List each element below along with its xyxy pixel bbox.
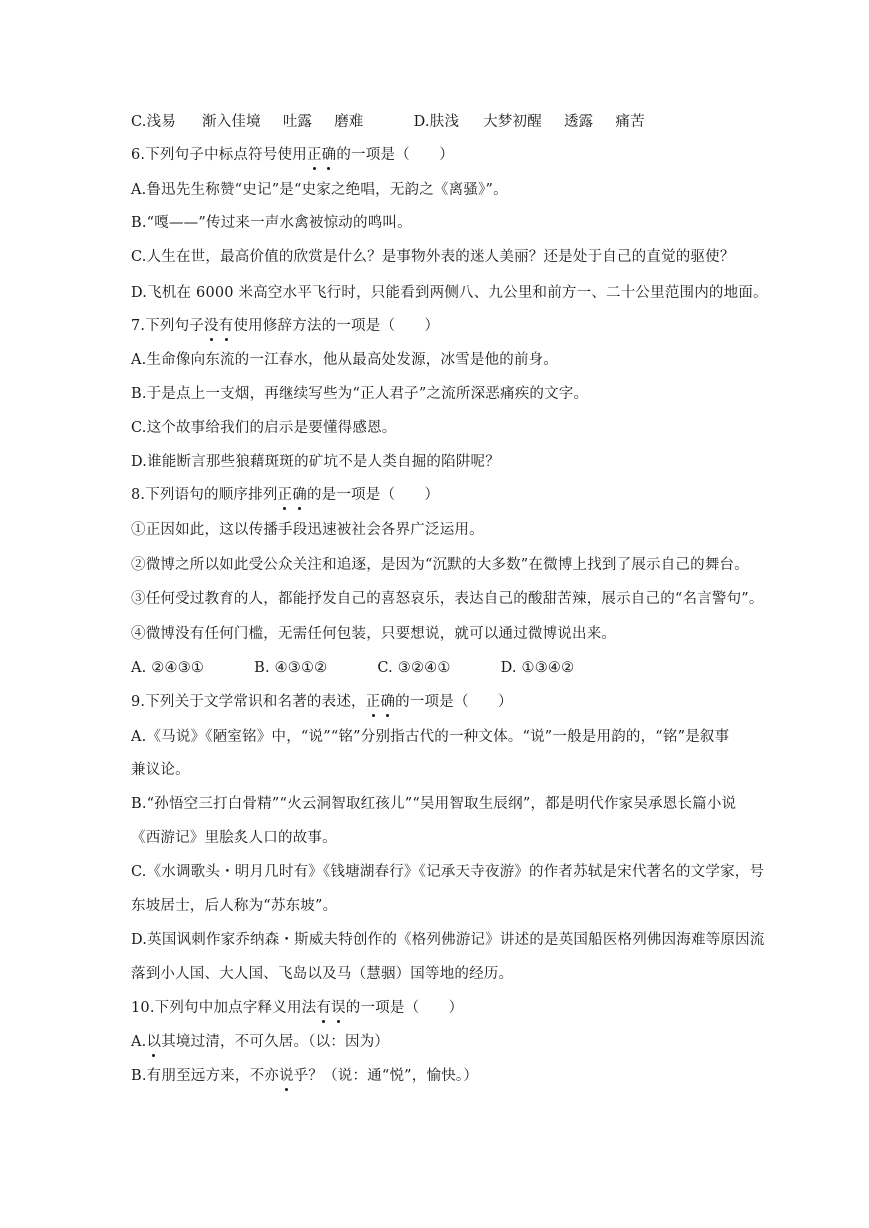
text-line-q9-a2 (131, 760, 190, 780)
text-segment: 使用修辞方法的一项是（ ） (233, 318, 440, 334)
text-segment: 大梦初醒 (483, 114, 542, 130)
text-segment: A. ②④③① (131, 660, 205, 676)
text-segment: 《西游记》里脍炙人口的故事。 (131, 830, 337, 846)
text-segment: A. (131, 1034, 147, 1050)
emphasis-dotted-char: 确 (380, 694, 396, 710)
text-line-q9-b2 (131, 828, 337, 848)
text-line-q7-b (131, 384, 588, 404)
text-segment: D.谁能断言那些狼藉斑斑的矿坑不是人类自掘的陷阱呢？ (131, 454, 500, 470)
text-segment: ③任何受过教育的人，都能抒发自己的喜怒哀乐，表达自己的酸甜苦辣，展示自己的“名言警句”。 (131, 591, 764, 607)
text-segment: B.“嘎——”传过来一声水禽被惊动的鸣叫。 (131, 215, 412, 231)
text-segment: 乎？（说：通“悦”，愉快。） (293, 1068, 479, 1084)
text-segment: A.《马说》《陋室铭》中，“说”“铭”分别指古代的一种文体。“说”一般是用韵的，“铭”是叙事 (131, 729, 730, 745)
text-line-q8-stem (131, 485, 439, 505)
text-line-q9-d1 (131, 930, 765, 950)
emphasis-dotted-char: 正 (277, 487, 293, 503)
text-line-q9-d2 (131, 964, 513, 984)
text-segment: B.“孙悟空三打白骨精”“火云洞智取红孩儿”“吴用智取生辰纲”，都是明代作家吴承恩长篇小说 (131, 796, 737, 812)
text-segment: C.这个故事给我们的启示是要懂得感恩。 (131, 420, 397, 436)
emphasis-dotted-char: 确 (292, 487, 307, 503)
text-segment: A.鲁迅先生称赞“史记”是“史家之绝唱，无韵之《离骚》”。 (131, 182, 508, 198)
text-segment: 磨难 (334, 114, 364, 130)
text-line-q7-a (131, 350, 558, 370)
text-segment: ①正因如此，这以传播手段迅速被社会各界广泛运用。 (131, 522, 484, 538)
text-segment: B.于是点上一支烟，再继续写些为“正人君子”之流所深恶痛疾的文字。 (131, 386, 589, 402)
text-line-q6-stem (131, 145, 454, 165)
text-line-q9-b1 (131, 794, 736, 814)
emphasis-dotted-char: 以 (146, 1034, 162, 1050)
text-segment: ④微博没有任何门槛，无需任何包装，只要想说，就可以通过微博说出来。 (131, 626, 617, 642)
text-segment: 吐露 (282, 114, 313, 130)
text-line-q7-stem (131, 316, 439, 336)
text-segment: 东坡居士，后人称为“苏东坡”。 (131, 898, 338, 914)
text-segment: C. ③②④① (377, 660, 451, 676)
text-segment: D.英国讽刺作家乔纳森・斯威夫特创作的《格列佛游记》讲述的是英国船医格列佛因海难等原因流 (131, 932, 765, 948)
text-segment: C.浅易 (131, 114, 176, 130)
text-segment: 的一项是（ ） (345, 1000, 464, 1016)
text-line-q8-2 (131, 555, 749, 575)
text-segment: 10.下列句中加点字释义用法 (131, 1000, 317, 1016)
emphasis-dotted-char: 没 (204, 318, 219, 334)
text-segment: B. ④③①② (254, 660, 328, 676)
text-segment: 兼议论。 (131, 762, 190, 778)
text-line-q8-4 (131, 624, 616, 644)
text-line-q6-c (131, 247, 735, 267)
text-line-q9-c2 (131, 896, 337, 916)
text-segment: 渐入佳境 (202, 114, 261, 130)
text-segment: D.飞机在 6000 米高空水平飞行时，只能看到两侧八、九公里和前方一、二十公里范围内的地面。 (131, 285, 768, 301)
text-line-q10-a (131, 1032, 389, 1052)
emphasis-dotted-char: 有 (218, 318, 234, 334)
text-line-q6-a (131, 180, 508, 200)
text-line-c-option-prev (131, 112, 645, 132)
text-line-q9-a1 (131, 727, 729, 747)
text-line-q10-stem (131, 998, 463, 1018)
emphasis-dotted-char: 正 (365, 694, 381, 710)
text-segment: 的一项是（ ） (336, 147, 454, 163)
text-line-q7-c (131, 418, 397, 438)
text-segment: 落到小人国、大人国、飞岛以及马（慧骃）国等地的经历。 (131, 966, 514, 982)
text-segment: 7.下列句子 (131, 318, 205, 334)
emphasis-dotted-char: 有 (316, 1000, 332, 1016)
emphasis-dotted-char: 确 (321, 147, 337, 163)
emphasis-dotted-char: 正 (306, 147, 322, 163)
text-segment: D.肤浅 (413, 114, 460, 130)
text-line-q7-d (131, 452, 500, 472)
text-segment: 8.下列语句的顺序排列 (131, 487, 278, 503)
emphasis-dotted-char: 误 (331, 1000, 346, 1016)
text-segment: ②微博之所以如此受公众关注和追逐，是因为“沉默的大多数”在微博上找到了展示自己的舞台。 (131, 557, 749, 573)
text-line-q6-b (131, 213, 412, 233)
text-line-q10-b (131, 1066, 478, 1086)
text-line-q8-options (131, 658, 574, 678)
text-line-q9-stem (131, 692, 513, 712)
text-line-q8-3 (131, 589, 764, 609)
text-segment: C.人生在世，最高价值的欣赏是什么？是事物外表的迷人美丽？还是处于自己的直觉的驱使？ (131, 249, 735, 265)
text-segment: C.《水调歌头・明月几时有》《钱塘湖春行》《记承天寺夜游》的作者苏轼是宋代著名的文学家，号 (131, 864, 765, 880)
text-line-q6-d (131, 283, 768, 303)
text-segment: 痛苦 (615, 114, 645, 130)
text-line-q8-1 (131, 520, 484, 540)
text-segment: 透露 (563, 114, 594, 130)
text-segment: D. ①③④② (500, 660, 575, 676)
text-segment: 9.下列关于文学常识和名著的表述， (131, 694, 366, 710)
text-segment: 的一项是（ ） (395, 694, 513, 710)
text-line-q9-c1 (131, 862, 764, 882)
text-segment: A.生命像向东流的一江春水，他从最高处发源，冰雪是他的前身。 (131, 352, 559, 368)
emphasis-dotted-char: 说 (278, 1068, 294, 1084)
text-segment: 6.下列句子中标点符号使用 (131, 147, 307, 163)
text-segment: 的是一项是（ ） (306, 487, 440, 503)
text-segment: B.有朋至远方来，不亦 (131, 1068, 279, 1084)
text-segment: 其境过清，不可久居。（以：因为） (161, 1034, 390, 1050)
